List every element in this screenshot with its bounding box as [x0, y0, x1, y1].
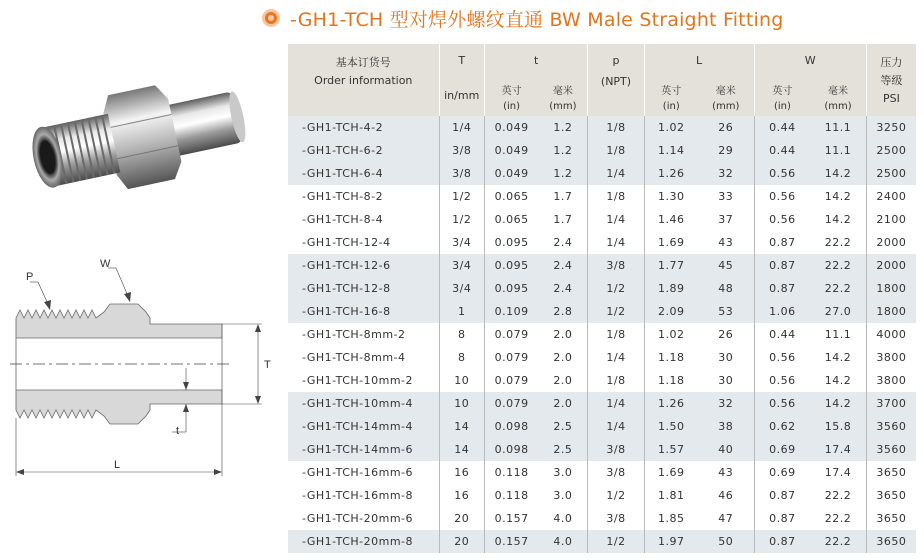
header-T [439, 44, 484, 116]
cell-t-in: 0.095 [484, 277, 538, 300]
model: -GH1-TCH-8mm-4 [288, 346, 439, 369]
header-W-inch-cn: 英寸 [772, 86, 793, 97]
cell-t-in: 0.098 [484, 438, 538, 461]
cell-T: 3/8 [439, 139, 484, 162]
cell-t-mm: 4.0 [538, 507, 588, 530]
cell-L-in: 1.69 [644, 461, 698, 484]
cell-W-mm: 14.2 [810, 346, 866, 369]
header-L-inch-unit: (in) [662, 101, 680, 112]
cell-T: 3/8 [439, 162, 484, 185]
cell-W-in: 0.56 [754, 208, 810, 231]
cell-psi: 3650 [866, 461, 916, 484]
cell-t-mm: 1.2 [538, 139, 588, 162]
cell-t-mm: 3.0 [538, 461, 588, 484]
header-T-label: T [458, 54, 466, 67]
cell-p: 1/4 [588, 346, 644, 369]
model: -GH1-TCH-4-2 [288, 116, 439, 139]
cell-T: 1/2 [439, 208, 484, 231]
cell-T: 3/4 [439, 231, 484, 254]
cell-W-mm: 27.0 [810, 300, 866, 323]
cell-p: 3/8 [588, 461, 644, 484]
cell-W-in: 0.56 [754, 369, 810, 392]
cell-L-in: 1.18 [644, 346, 698, 369]
cell-L-mm: 26 [698, 116, 754, 139]
cell-L-mm: 47 [698, 507, 754, 530]
cell-L-mm: 32 [698, 392, 754, 415]
cell-t-in: 0.079 [484, 346, 538, 369]
cell-W-in: 0.56 [754, 392, 810, 415]
cell-t-mm: 2.0 [538, 392, 588, 415]
cell-psi: 4000 [866, 323, 916, 346]
cell-T: 10 [439, 392, 484, 415]
cell-T: 10 [439, 369, 484, 392]
cell-L-in: 1.02 [644, 116, 698, 139]
cell-W-in: 0.56 [754, 346, 810, 369]
cell-p: 1/4 [588, 231, 644, 254]
cell-p: 1/2 [588, 484, 644, 507]
cell-psi: 3250 [866, 116, 916, 139]
cell-W-in: 0.87 [754, 530, 810, 553]
cell-L-in: 1.57 [644, 438, 698, 461]
model: -GH1-TCH-16mm-6 [288, 461, 439, 484]
table-row [288, 530, 916, 553]
cell-t-in: 0.065 [484, 185, 538, 208]
model: -GH1-TCH-8mm-2 [288, 323, 439, 346]
cell-t-mm: 2.4 [538, 254, 588, 277]
label-t-small: t [176, 425, 180, 437]
cell-W-in: 0.56 [754, 162, 810, 185]
cell-p: 3/8 [588, 254, 644, 277]
cell-T: 14 [439, 415, 484, 438]
header-psi-cn2: 等级 [880, 74, 903, 87]
cell-L-mm: 30 [698, 346, 754, 369]
cell-t-mm: 4.0 [538, 530, 588, 553]
cell-t-mm: 1.2 [538, 162, 588, 185]
spec-table [288, 44, 916, 553]
cell-L-in: 1.97 [644, 530, 698, 553]
cell-L-mm: 38 [698, 415, 754, 438]
cell-t-mm: 1.7 [538, 185, 588, 208]
page-title [262, 4, 783, 32]
cell-W-mm: 14.2 [810, 162, 866, 185]
label-w: W [100, 258, 111, 270]
cell-psi: 2000 [866, 254, 916, 277]
cell-W-mm: 11.1 [810, 323, 866, 346]
model: -GH1-TCH-16mm-8 [288, 484, 439, 507]
table-row [288, 369, 916, 392]
cell-psi: 3650 [866, 484, 916, 507]
cell-p: 3/8 [588, 507, 644, 530]
cell-T: 16 [439, 461, 484, 484]
cell-L-in: 1.85 [644, 507, 698, 530]
cell-t-mm: 2.0 [538, 369, 588, 392]
cell-L-in: 1.77 [644, 254, 698, 277]
model: -GH1-TCH-8-4 [288, 208, 439, 231]
cell-L-mm: 33 [698, 185, 754, 208]
cell-psi: 1800 [866, 300, 916, 323]
header-p-label: p [612, 54, 620, 67]
label-l: L [114, 459, 121, 471]
cell-L-mm: 30 [698, 369, 754, 392]
table-row [288, 392, 916, 415]
cell-psi: 2400 [866, 185, 916, 208]
cell-W-mm: 14.2 [810, 208, 866, 231]
cell-t-mm: 1.7 [538, 208, 588, 231]
header-L-mm [698, 84, 754, 116]
cell-L-mm: 53 [698, 300, 754, 323]
cell-T: 1/2 [439, 185, 484, 208]
cell-psi: 3560 [866, 415, 916, 438]
header-t-mm-cn: 毫米 [552, 86, 573, 97]
header-t-mm [538, 84, 588, 116]
cell-p: 1/8 [588, 139, 644, 162]
cell-t-mm: 1.2 [538, 116, 588, 139]
cell-W-mm: 14.2 [810, 392, 866, 415]
table-row [288, 162, 916, 185]
header-t-inch-cn: 英寸 [501, 86, 522, 97]
header-W-mm [810, 84, 866, 116]
cell-t-mm: 2.0 [538, 346, 588, 369]
cell-t-in: 0.098 [484, 415, 538, 438]
cell-L-in: 1.26 [644, 162, 698, 185]
cell-p: 1/8 [588, 185, 644, 208]
cell-t-in: 0.049 [484, 162, 538, 185]
cell-T: 3/4 [439, 277, 484, 300]
cell-T: 1 [439, 300, 484, 323]
cell-t-in: 0.109 [484, 300, 538, 323]
cell-W-in: 0.56 [754, 185, 810, 208]
header-L-mm-unit: (mm) [712, 101, 740, 112]
cell-L-mm: 46 [698, 484, 754, 507]
cell-L-mm: 40 [698, 438, 754, 461]
cell-psi: 3700 [866, 392, 916, 415]
cell-p: 1/2 [588, 277, 644, 300]
cell-W-mm: 11.1 [810, 116, 866, 139]
cell-p: 1/8 [588, 323, 644, 346]
cell-L-in: 1.18 [644, 369, 698, 392]
cell-p: 1/4 [588, 208, 644, 231]
cell-L-in: 1.26 [644, 392, 698, 415]
cell-L-in: 1.50 [644, 415, 698, 438]
model: -GH1-TCH-20mm-8 [288, 530, 439, 553]
cell-t-in: 0.095 [484, 231, 538, 254]
cell-L-in: 1.02 [644, 323, 698, 346]
cell-W-in: 0.87 [754, 507, 810, 530]
cell-t-in: 0.079 [484, 323, 538, 346]
cell-t-mm: 2.8 [538, 300, 588, 323]
cell-W-mm: 14.2 [810, 185, 866, 208]
cell-T: 14 [439, 438, 484, 461]
header-L-mm-cn: 毫米 [715, 86, 736, 97]
cell-W-in: 0.87 [754, 277, 810, 300]
header-W-inch [754, 84, 810, 116]
header-W-inch-unit: (in) [773, 101, 791, 112]
model: -GH1-TCH-14mm-4 [288, 415, 439, 438]
cell-p: 1/4 [588, 392, 644, 415]
cell-t-in: 0.049 [484, 116, 538, 139]
cell-p: 1/4 [588, 415, 644, 438]
header-psi [866, 44, 916, 116]
cell-t-in: 0.079 [484, 392, 538, 415]
header-p [588, 44, 644, 116]
header-order [288, 44, 439, 116]
cell-W-in: 0.62 [754, 415, 810, 438]
table-row [288, 254, 916, 277]
cell-psi: 2500 [866, 139, 916, 162]
model: -GH1-TCH-8-2 [288, 185, 439, 208]
header-T-unit: in/mm [444, 89, 480, 102]
cell-W-mm: 22.2 [810, 530, 866, 553]
cell-W-mm: 17.4 [810, 461, 866, 484]
cell-L-mm: 37 [698, 208, 754, 231]
cell-psi: 3800 [866, 369, 916, 392]
header-L: L [644, 44, 754, 84]
cell-t-mm: 3.0 [538, 484, 588, 507]
technical-drawing [0, 240, 280, 560]
cell-W-mm: 15.8 [810, 415, 866, 438]
model: -GH1-TCH-6-2 [288, 139, 439, 162]
cell-psi: 2100 [866, 208, 916, 231]
cell-L-in: 2.09 [644, 300, 698, 323]
cell-W-mm: 22.2 [810, 484, 866, 507]
model: -GH1-TCH-12-4 [288, 231, 439, 254]
cell-t-mm: 2.5 [538, 415, 588, 438]
cell-psi: 3650 [866, 507, 916, 530]
header-t-inch-unit: (in) [503, 101, 521, 112]
cell-T: 8 [439, 346, 484, 369]
header-W: W [754, 44, 866, 84]
cell-t-in: 0.065 [484, 208, 538, 231]
table-row [288, 208, 916, 231]
model: -GH1-TCH-10mm-4 [288, 392, 439, 415]
table-row [288, 231, 916, 254]
spec-table-body [288, 116, 916, 553]
cell-T: 20 [439, 530, 484, 553]
cell-W-mm: 11.1 [810, 139, 866, 162]
table-row [288, 438, 916, 461]
cell-L-mm: 29 [698, 139, 754, 162]
table-row [288, 484, 916, 507]
cell-t-in: 0.049 [484, 139, 538, 162]
cell-L-in: 1.30 [644, 185, 698, 208]
bullet-icon [262, 9, 280, 27]
cell-W-in: 0.44 [754, 139, 810, 162]
title-text: -GH1-TCH 型对焊外螺纹直通 BW Male Straight Fitting [290, 8, 784, 31]
cell-L-in: 1.46 [644, 208, 698, 231]
model: -GH1-TCH-12-8 [288, 277, 439, 300]
table-row [288, 346, 916, 369]
cell-psi: 3650 [866, 530, 916, 553]
header-t-mm-unit: (mm) [549, 101, 577, 112]
cell-W-in: 0.87 [754, 254, 810, 277]
cell-W-in: 0.69 [754, 461, 810, 484]
cell-W-in: 0.44 [754, 323, 810, 346]
cell-t-in: 0.095 [484, 254, 538, 277]
cell-W-in: 0.69 [754, 438, 810, 461]
table-row [288, 277, 916, 300]
cell-W-mm: 22.2 [810, 277, 866, 300]
cell-T: 20 [439, 507, 484, 530]
cell-L-mm: 48 [698, 277, 754, 300]
table-row [288, 461, 916, 484]
model: -GH1-TCH-12-6 [288, 254, 439, 277]
header-t: t [484, 44, 588, 84]
cell-L-in: 1.69 [644, 231, 698, 254]
cell-p: 3/8 [588, 438, 644, 461]
model: -GH1-TCH-20mm-6 [288, 507, 439, 530]
cell-t-mm: 2.0 [538, 323, 588, 346]
cell-W-mm: 22.2 [810, 231, 866, 254]
cell-t-in: 0.118 [484, 484, 538, 507]
cell-psi: 2500 [866, 162, 916, 185]
cell-W-in: 0.87 [754, 484, 810, 507]
cell-T: 16 [439, 484, 484, 507]
table-row [288, 300, 916, 323]
cell-psi: 1800 [866, 277, 916, 300]
cell-psi: 3800 [866, 346, 916, 369]
cell-t-mm: 2.4 [538, 231, 588, 254]
table-row [288, 415, 916, 438]
cell-L-in: 1.14 [644, 139, 698, 162]
cell-T: 8 [439, 323, 484, 346]
cell-L-mm: 43 [698, 231, 754, 254]
cell-L-in: 1.81 [644, 484, 698, 507]
header-L-inch-cn: 英寸 [661, 86, 682, 97]
cell-psi: 3560 [866, 438, 916, 461]
cell-t-in: 0.079 [484, 369, 538, 392]
cell-W-mm: 14.2 [810, 369, 866, 392]
table-row [288, 185, 916, 208]
header-psi-en: PSI [882, 92, 900, 105]
cell-T: 1/4 [439, 116, 484, 139]
header-t-inch [484, 84, 538, 116]
cell-L-mm: 50 [698, 530, 754, 553]
table-row [288, 323, 916, 346]
header-order-cn: 基本订货号 [335, 56, 391, 69]
cell-W-mm: 22.2 [810, 254, 866, 277]
cell-t-mm: 2.5 [538, 438, 588, 461]
model: -GH1-TCH-10mm-2 [288, 369, 439, 392]
cell-L-mm: 26 [698, 323, 754, 346]
cell-L-mm: 32 [698, 162, 754, 185]
cell-t-mm: 2.4 [538, 277, 588, 300]
cell-L-in: 1.89 [644, 277, 698, 300]
label-p: P [26, 271, 34, 283]
cell-psi: 2000 [866, 231, 916, 254]
label-t-big: T [264, 359, 271, 371]
header-order-en: Order information [314, 74, 413, 87]
cell-W-mm: 17.4 [810, 438, 866, 461]
model: -GH1-TCH-16-8 [288, 300, 439, 323]
product-photo [18, 60, 258, 220]
cell-p: 1/8 [588, 369, 644, 392]
cell-t-in: 0.157 [484, 507, 538, 530]
cell-p: 1/8 [588, 116, 644, 139]
header-W-mm-cn: 毫米 [828, 86, 848, 97]
cell-T: 3/4 [439, 254, 484, 277]
table-row [288, 116, 916, 139]
model: -GH1-TCH-14mm-6 [288, 438, 439, 461]
table-row [288, 139, 916, 162]
cell-W-in: 0.44 [754, 116, 810, 139]
header-psi-cn1: 压力 [880, 56, 903, 69]
cell-L-mm: 43 [698, 461, 754, 484]
cell-W-mm: 22.2 [810, 507, 866, 530]
cell-W-in: 1.06 [754, 300, 810, 323]
cell-L-mm: 45 [698, 254, 754, 277]
header-W-mm-unit: (mm) [824, 101, 852, 112]
header-p-unit: (NPT) [600, 75, 632, 88]
cell-t-in: 0.157 [484, 530, 538, 553]
table-row [288, 507, 916, 530]
header-L-inch [644, 84, 698, 116]
cell-p: 1/4 [588, 162, 644, 185]
model: -GH1-TCH-6-4 [288, 162, 439, 185]
cell-p: 1/2 [588, 530, 644, 553]
cell-W-in: 0.87 [754, 231, 810, 254]
cell-t-in: 0.118 [484, 461, 538, 484]
cell-p: 1/2 [588, 300, 644, 323]
